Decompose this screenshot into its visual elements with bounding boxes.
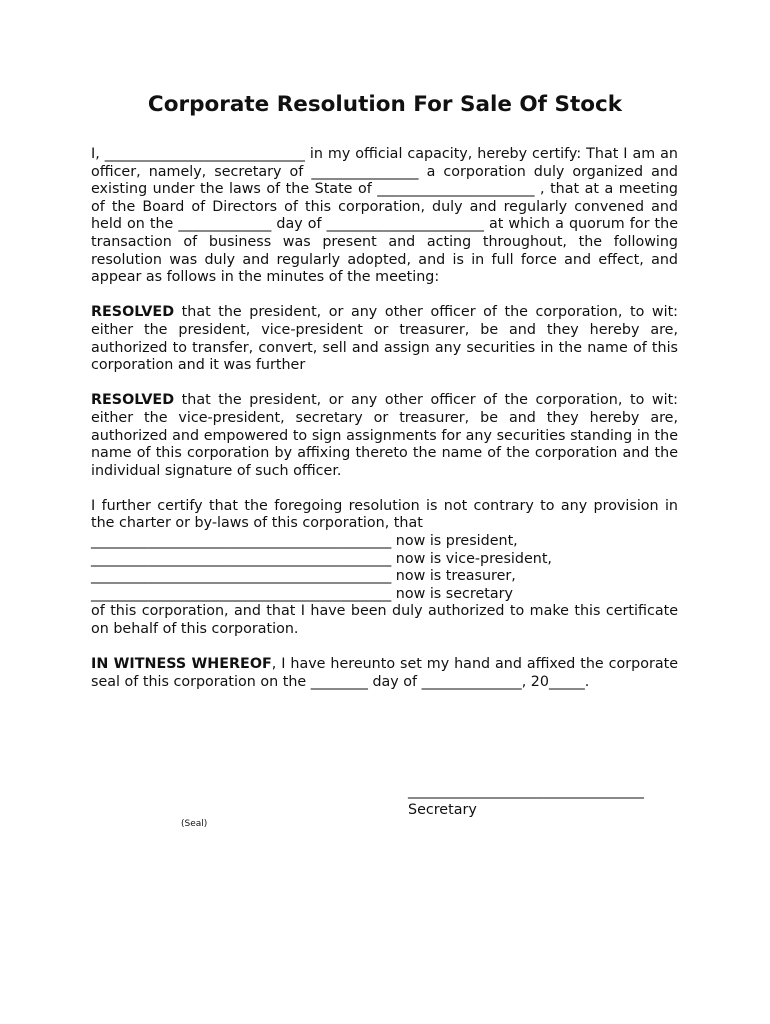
resolved-text: that the president, or any other officer of the corporation, to wit: either the vice-president, secretary or treasurer, be and they hereby are, authorized and empowered to sign assignments for any securities standing in the name of this corporation by affixing thereto the name of the corporation and the individual signature of such officer. bbox=[91, 392, 678, 479]
document-body bbox=[91, 146, 678, 709]
further-certify-text: I further certify that the foregoing resolution is not contrary to any provision in the charter or by-laws of this corporation, that bbox=[91, 497, 678, 532]
resolved-paragraph-2 bbox=[91, 392, 678, 480]
authorization-paragraph: of this corporation, and that I have been duly authorized to make this certificate on behalf of this corporation. bbox=[91, 603, 678, 638]
resolved-label: RESOLVED bbox=[91, 304, 175, 321]
officer-line-vice-president: __________________________________________ now is vice-president, bbox=[91, 550, 552, 567]
witness-paragraph bbox=[91, 656, 678, 691]
resolved-label: RESOLVED bbox=[91, 392, 175, 409]
witness-text: , I have hereunto set my hand and affixed the corporate seal of this corporation on the ________ day of ______________, 20_____. bbox=[91, 656, 679, 690]
resolved-paragraph-1 bbox=[91, 304, 678, 374]
resolved-text: that the president, or any other officer of the corporation, to wit: either the president, vice-president or treasurer, be and they hereby are, authorized to transfer, convert, sell and assign any securities in the name of this corporation and it was further bbox=[91, 304, 678, 374]
seal-label: (Seal) bbox=[181, 819, 208, 829]
certify-paragraph: I, ____________________________ in my official capacity, hereby certify: That I am an officer, namely, secretary of _______________ a corporation duly organized and existing under the laws of the State of ______________________ , that at a meeting of the Board of Directors of this corporation, duly and regularly convened and held on the _____________ day of ______________________ at which a quorum for the transaction of business was present and acting throughout, the following resolution was duly and regularly adopted, and is in full force and effect, and appear as follows in the minutes of the meeting: bbox=[91, 146, 678, 286]
officer-line-president: __________________________________________ now is president, bbox=[91, 533, 518, 550]
document-title: Corporate Resolution For Sale Of Stock bbox=[147, 92, 623, 117]
signature-title: Secretary bbox=[408, 802, 477, 818]
officer-line-treasurer: __________________________________________ now is treasurer, bbox=[91, 568, 516, 585]
further-certify-paragraph bbox=[91, 498, 678, 533]
signature-line: _________________________________ bbox=[408, 783, 644, 799]
officer-line-secretary: __________________________________________ now is secretary bbox=[91, 585, 513, 602]
witness-label: IN WITNESS WHEREOF bbox=[91, 656, 272, 673]
